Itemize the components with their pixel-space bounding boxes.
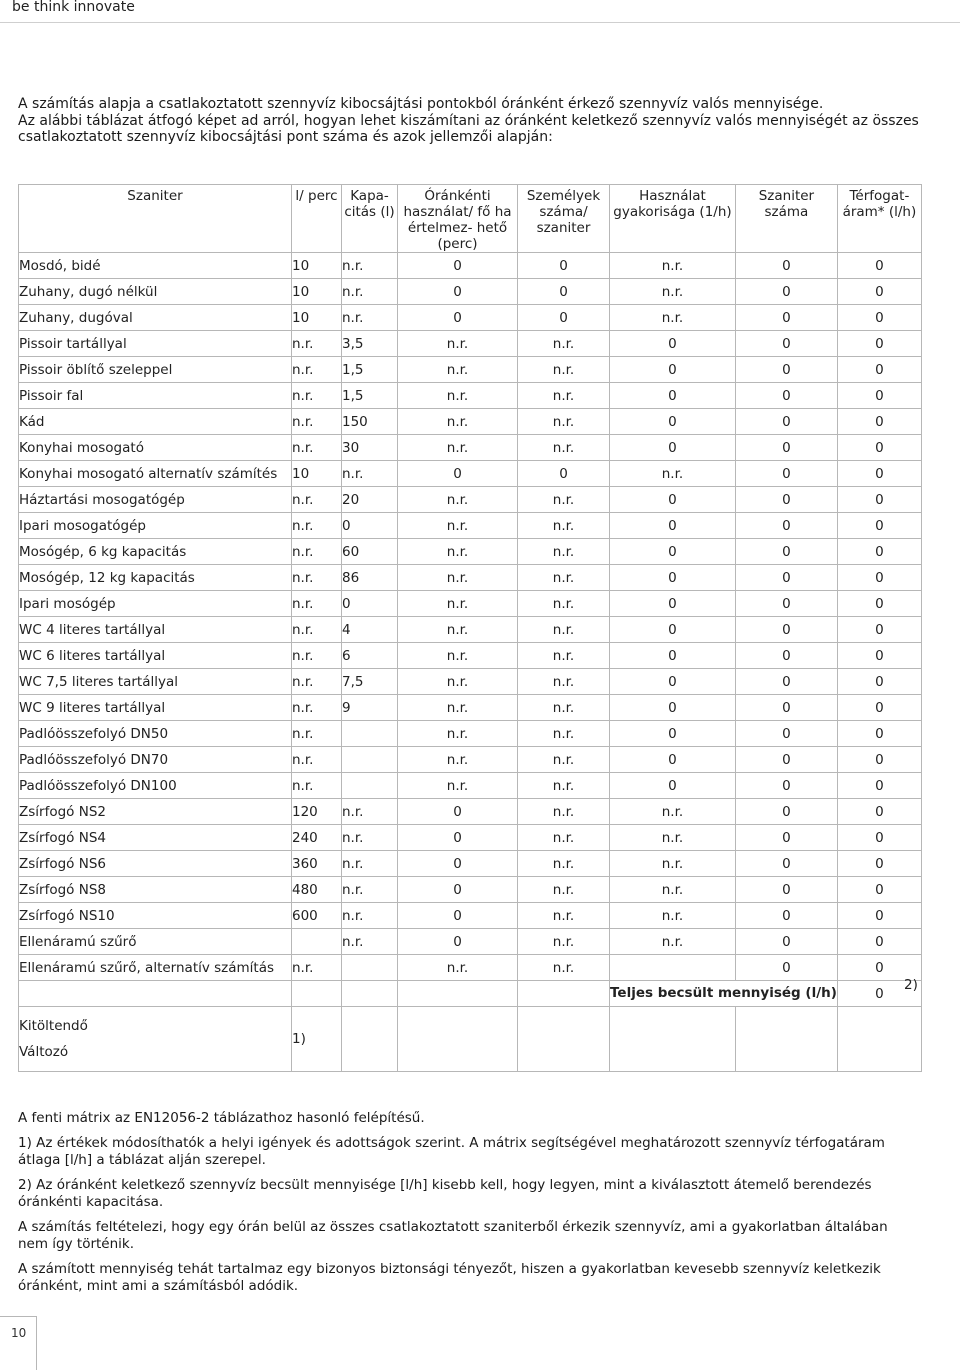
table-row [19,435,922,461]
cell-szemelyek: n.r. [518,955,610,981]
cell-szaniter: Mosdó, bidé [19,253,292,279]
cell-kapacitas: n.r. [342,877,398,903]
cell-gyakorisag: 0 [610,357,736,383]
table-row [19,383,922,409]
cell-szaniter-szama: 0 [735,383,837,409]
cell-kapacitas: 1,5 [342,357,398,383]
col-header-kapacitas: Kapa- citás (l) [342,185,398,253]
cell-gyakorisag: 0 [610,539,736,565]
cell-hasznalat: n.r. [398,435,518,461]
cell-gyakorisag: 0 [610,513,736,539]
cell-gyakorisag: n.r. [610,877,736,903]
cell-lperc: 240 [292,825,342,851]
cell-hasznalat: n.r. [398,721,518,747]
cell-szaniter-szama: 0 [735,825,837,851]
cell-gyakorisag: n.r. [610,929,736,955]
total-footnote-mark: 2) [904,977,918,993]
table-row [19,539,922,565]
table-row [19,331,922,357]
cell-szaniter-szama: 0 [735,877,837,903]
col-header-lperc: l/ perc [292,185,342,253]
cell-szaniter: Padlóösszefolyó DN100 [19,773,292,799]
cell-terfogataram: 0 [837,513,921,539]
cell-gyakorisag: 0 [610,721,736,747]
table-row [19,305,922,331]
cell-hasznalat: 0 [398,929,518,955]
cell-gyakorisag: 0 [610,695,736,721]
cell-hasznalat: n.r. [398,617,518,643]
cell-szaniter-szama: 0 [735,565,837,591]
cell-szaniter: WC 4 literes tartállyal [19,617,292,643]
cell-lperc: 360 [292,851,342,877]
brand-tagline: be think innovate [12,0,135,15]
cell-szaniter: Ipari mosógép [19,591,292,617]
cell-gyakorisag: 0 [610,409,736,435]
cell-lperc: n.r. [292,513,342,539]
cell-szaniter-szama: 0 [735,851,837,877]
cell-lperc: 10 [292,279,342,305]
cell-szaniter-szama: 0 [735,617,837,643]
cell-gyakorisag: 0 [610,435,736,461]
cell-hasznalat: n.r. [398,591,518,617]
cell-szaniter-szama: 0 [735,409,837,435]
page-number-box [0,1316,37,1370]
cell-szaniter-szama: 0 [735,253,837,279]
cell-kapacitas: n.r. [342,929,398,955]
cell-szaniter: Ellenáramú szűrő, alternatív számítás [19,955,292,981]
cell-lperc: 10 [292,461,342,487]
cell-terfogataram: 0 [837,669,921,695]
cell-szemelyek: n.r. [518,851,610,877]
cell-szaniter: WC 7,5 literes tartállyal [19,669,292,695]
notes-section [18,1110,918,1303]
cell-szemelyek: n.r. [518,539,610,565]
cell-lperc: 600 [292,903,342,929]
cell-lperc: n.r. [292,383,342,409]
cell-szemelyek: n.r. [518,825,610,851]
cell-lperc: n.r. [292,331,342,357]
cell-gyakorisag: 0 [610,383,736,409]
cell-hasznalat: 0 [398,851,518,877]
cell-gyakorisag: n.r. [610,851,736,877]
cell-szemelyek: n.r. [518,435,610,461]
cell-lperc: n.r. [292,669,342,695]
cell-lperc: 120 [292,799,342,825]
intro-line-1: A számítás alapja a csatlakoztatott szennyvíz kibocsájtási pontokból óránként érkező szennyvíz valós mennyisége. [18,96,824,112]
table-row [19,487,922,513]
cell-kapacitas [342,955,398,981]
cell-terfogataram: 0 [837,903,921,929]
cell-szemelyek: 0 [518,253,610,279]
cell-szemelyek: n.r. [518,695,610,721]
cell-kapacitas: 9 [342,695,398,721]
cell-terfogataram: 0 [837,461,921,487]
cell-lperc: n.r. [292,695,342,721]
cell-gyakorisag: n.r. [610,279,736,305]
cell-szaniter: Mosógép, 6 kg kapacitás [19,539,292,565]
table-row [19,903,922,929]
cell-gyakorisag: n.r. [610,305,736,331]
cell-szaniter-szama: 0 [735,747,837,773]
cell-szaniter: Zsírfogó NS4 [19,825,292,851]
cell-szemelyek: 0 [518,279,610,305]
cell-terfogataram: 0 [837,747,921,773]
cell-terfogataram: 0 [837,591,921,617]
cell-szaniter: Ipari mosogatógép [19,513,292,539]
cell-szemelyek: n.r. [518,929,610,955]
cell-szaniter-szama: 0 [735,721,837,747]
cell-lperc: 10 [292,305,342,331]
legend-row [19,1007,922,1072]
cell-szaniter: Padlóösszefolyó DN70 [19,747,292,773]
cell-lperc: 480 [292,877,342,903]
col-header-szaniter: Szaniter [19,185,292,253]
table-row [19,617,922,643]
cell-szemelyek: n.r. [518,409,610,435]
cell-lperc: n.r. [292,955,342,981]
cell-kapacitas: 150 [342,409,398,435]
cell-terfogataram: 0 [837,435,921,461]
table-row [19,643,922,669]
table-row [19,773,922,799]
cell-terfogataram: 0 [837,409,921,435]
total-row [19,981,922,1007]
brand-bar [0,0,960,23]
cell-kapacitas: n.r. [342,799,398,825]
cell-kapacitas: n.r. [342,279,398,305]
cell-hasznalat: n.r. [398,773,518,799]
cell-terfogataram: 0 [837,799,921,825]
cell-hasznalat: 0 [398,799,518,825]
cell-szemelyek: n.r. [518,565,610,591]
cell-lperc: n.r. [292,565,342,591]
cell-hasznalat: n.r. [398,643,518,669]
cell-lperc [292,929,342,955]
cell-lperc: n.r. [292,435,342,461]
table-row [19,747,922,773]
intro-text [18,96,938,146]
cell-szemelyek: 0 [518,305,610,331]
cell-szemelyek: n.r. [518,747,610,773]
cell-szaniter: Pissoir fal [19,383,292,409]
cell-gyakorisag: 0 [610,669,736,695]
cell-hasznalat: n.r. [398,565,518,591]
total-label: Teljes becsült mennyiség (l/h) [610,981,838,1007]
cell-terfogataram: 0 [837,487,921,513]
cell-szemelyek: n.r. [518,773,610,799]
cell-gyakorisag: 0 [610,747,736,773]
cell-lperc: n.r. [292,357,342,383]
cell-kapacitas: n.r. [342,851,398,877]
cell-terfogataram: 0 [837,695,921,721]
cell-gyakorisag: 0 [610,331,736,357]
cell-szaniter: Zuhany, dugóval [19,305,292,331]
cell-szaniter: Padlóösszefolyó DN50 [19,721,292,747]
cell-lperc: n.r. [292,773,342,799]
cell-hasznalat: n.r. [398,539,518,565]
cell-szaniter: Zuhany, dugó nélkül [19,279,292,305]
cell-gyakorisag: 0 [610,617,736,643]
cell-gyakorisag: n.r. [610,799,736,825]
cell-hasznalat: 0 [398,305,518,331]
header-row [19,185,922,253]
legend-variable-note: 1) [292,1031,306,1047]
cell-szaniter-szama: 0 [735,799,837,825]
table-row [19,513,922,539]
cell-szaniter: Konyhai mosogató [19,435,292,461]
cell-hasznalat: n.r. [398,669,518,695]
col-header-gyakorisag: Használat gyakorisága (1/h) [610,185,736,253]
cell-kapacitas: 0 [342,591,398,617]
cell-terfogataram: 0 [837,253,921,279]
cell-szaniter: WC 9 literes tartállyal [19,695,292,721]
legend-fill: Kitöltendő [19,1018,88,1034]
cell-gyakorisag: n.r. [610,461,736,487]
cell-terfogataram: 0 [837,877,921,903]
cell-szemelyek: n.r. [518,513,610,539]
cell-szaniter-szama: 0 [735,929,837,955]
cell-szaniter-szama: 0 [735,435,837,461]
cell-szaniter: Zsírfogó NS6 [19,851,292,877]
table-row [19,461,922,487]
cell-szaniter: Háztartási mosogatógép [19,487,292,513]
cell-kapacitas: 6 [342,643,398,669]
table-row [19,695,922,721]
table-row [19,565,922,591]
table-row [19,929,922,955]
cell-terfogataram: 0 [837,617,921,643]
cell-hasznalat: n.r. [398,383,518,409]
cell-kapacitas: 7,5 [342,669,398,695]
cell-szemelyek: n.r. [518,903,610,929]
cell-hasznalat: n.r. [398,955,518,981]
cell-hasznalat: 0 [398,877,518,903]
cell-kapacitas [342,747,398,773]
cell-szemelyek: n.r. [518,617,610,643]
cell-hasznalat: n.r. [398,357,518,383]
cell-terfogataram: 0 [837,383,921,409]
note-4: A számított mennyiség tehát tartalmaz egy bizonyos biztonsági tényezőt, hiszen a gyakorlatban kevesebb szennyvíz keletkezik óránként, mint ami a számításból adódik. [18,1261,881,1294]
cell-terfogataram: 0 [837,851,921,877]
cell-hasznalat: 0 [398,825,518,851]
cell-szaniter-szama: 0 [735,903,837,929]
table-row [19,877,922,903]
cell-kapacitas: n.r. [342,461,398,487]
table-row [19,591,922,617]
cell-szemelyek: n.r. [518,591,610,617]
cell-kapacitas: n.r. [342,903,398,929]
cell-szaniter: Ellenáramú szűrő [19,929,292,955]
cell-szaniter: Zsírfogó NS8 [19,877,292,903]
cell-szaniter-szama: 0 [735,643,837,669]
table-row [19,253,922,279]
cell-kapacitas: n.r. [342,305,398,331]
cell-hasznalat: 0 [398,461,518,487]
cell-szemelyek: 0 [518,461,610,487]
table-row [19,799,922,825]
cell-hasznalat: 0 [398,253,518,279]
cell-kapacitas: 86 [342,565,398,591]
cell-szemelyek: n.r. [518,721,610,747]
cell-gyakorisag: n.r. [610,903,736,929]
cell-kapacitas: 0 [342,513,398,539]
table-row [19,825,922,851]
page-number: 10 [11,1326,27,1340]
cell-hasznalat: n.r. [398,513,518,539]
cell-terfogataram: 0 [837,305,921,331]
legend-note-cell [292,1007,342,1072]
cell-szemelyek: n.r. [518,643,610,669]
cell-gyakorisag: 0 [610,591,736,617]
cell-terfogataram: 0 [837,565,921,591]
table-row [19,721,922,747]
legend-cell [19,1007,292,1072]
cell-terfogataram: 0 [837,279,921,305]
note-2: 2) Az óránként keletkező szennyvíz becsült mennyisége [l/h] kisebb kell, hogy legyen, mint a kiválasztott átemelő berendezés óránkénti kapacitása. [18,1177,872,1210]
cell-lperc: n.r. [292,539,342,565]
cell-szaniter-szama: 0 [735,357,837,383]
cell-szaniter-szama: 0 [735,591,837,617]
cell-terfogataram: 0 [837,929,921,955]
cell-kapacitas: n.r. [342,825,398,851]
table-row [19,357,922,383]
cell-gyakorisag: n.r. [610,825,736,851]
cell-szaniter-szama: 0 [735,461,837,487]
col-header-hasznalat: Óránkénti használat/ fő ha értelmez- hető (perc) [398,185,518,253]
cell-terfogataram: 0 [837,825,921,851]
total-value: 0 [837,981,921,1007]
cell-hasznalat: n.r. [398,747,518,773]
cell-szaniter-szama: 0 [735,539,837,565]
cell-szaniter: Kád [19,409,292,435]
cell-szaniter-szama: 0 [735,305,837,331]
cell-szaniter-szama: 0 [735,487,837,513]
cell-terfogataram: 0 [837,773,921,799]
cell-terfogataram: 0 [837,539,921,565]
cell-szaniter-szama: 0 [735,695,837,721]
cell-szaniter-szama: 0 [735,669,837,695]
table-row [19,409,922,435]
legend-variable: Változó [19,1044,69,1060]
note-3: A számítás feltételezi, hogy egy órán belül az összes csatlakoztatott szaniterből érkezik szennyvíz, ami a gyakorlatban általában nem így történik. [18,1219,888,1252]
cell-gyakorisag [610,955,736,981]
cell-szaniter: WC 6 literes tartállyal [19,643,292,669]
col-header-szemelyek: Személyek száma/ szaniter [518,185,610,253]
cell-kapacitas [342,721,398,747]
col-header-terfogataram: Térfogat- áram* (l/h) [837,185,921,253]
table-row [19,279,922,305]
cell-lperc: n.r. [292,591,342,617]
cell-szaniter: Zsírfogó NS2 [19,799,292,825]
cell-szaniter: Zsírfogó NS10 [19,903,292,929]
cell-gyakorisag: n.r. [610,253,736,279]
cell-terfogataram: 0 [837,955,921,981]
cell-kapacitas: 30 [342,435,398,461]
cell-szaniter: Mosógép, 12 kg kapacitás [19,565,292,591]
cell-szaniter-szama: 0 [735,331,837,357]
cell-hasznalat: 0 [398,903,518,929]
cell-szemelyek: n.r. [518,357,610,383]
cell-szemelyek: n.r. [518,487,610,513]
cell-szaniter: Pissoir tartállyal [19,331,292,357]
cell-szemelyek: n.r. [518,669,610,695]
cell-terfogataram: 0 [837,643,921,669]
cell-hasznalat: n.r. [398,331,518,357]
note-1: 1) Az értékek módosíthatók a helyi igények és adottságok szerint. A mátrix segítségével meghatározott szennyvíz térfogatáram átlaga [l/h] a táblázat alján szerepel. [18,1135,885,1168]
cell-lperc: n.r. [292,617,342,643]
note-0: A fenti mátrix az EN12056-2 táblázathoz hasonló felépítésű. [18,1110,425,1126]
cell-gyakorisag: 0 [610,773,736,799]
cell-kapacitas: n.r. [342,253,398,279]
cell-hasznalat: n.r. [398,409,518,435]
cell-szemelyek: n.r. [518,383,610,409]
cell-lperc: n.r. [292,643,342,669]
table-row [19,955,922,981]
cell-kapacitas: 1,5 [342,383,398,409]
cell-kapacitas: 4 [342,617,398,643]
cell-hasznalat: n.r. [398,695,518,721]
intro-line-2: Az alábbi táblázat átfogó képet ad arról, hogyan lehet kiszámítani az óránként keletkező szennyvíz valós mennyiségét az összes csatlakoztatott szennyvíz kibocsájtási pont száma és azok jellemzői alapján: [18,112,919,145]
cell-lperc: n.r. [292,747,342,773]
cell-szaniter: Pissoir öblítő szeleppel [19,357,292,383]
cell-terfogataram: 0 [837,357,921,383]
cell-terfogataram: 0 [837,721,921,747]
cell-lperc: n.r. [292,721,342,747]
cell-kapacitas: 60 [342,539,398,565]
cell-gyakorisag: 0 [610,487,736,513]
cell-szaniter-szama: 0 [735,279,837,305]
table-row [19,851,922,877]
cell-gyakorisag: 0 [610,643,736,669]
cell-szaniter-szama: 0 [735,955,837,981]
cell-szemelyek: n.r. [518,331,610,357]
cell-hasznalat: 0 [398,279,518,305]
cell-szaniter-szama: 0 [735,513,837,539]
cell-terfogataram: 0 [837,331,921,357]
cell-szaniter-szama: 0 [735,773,837,799]
cell-hasznalat: n.r. [398,487,518,513]
col-header-szaniter-szama: Szaniter száma [735,185,837,253]
cell-kapacitas: 3,5 [342,331,398,357]
cell-lperc: n.r. [292,409,342,435]
wastewater-matrix-table [18,184,922,1072]
cell-gyakorisag: 0 [610,565,736,591]
cell-szemelyek: n.r. [518,799,610,825]
cell-szaniter: Konyhai mosogató alternatív számítés [19,461,292,487]
cell-kapacitas: 20 [342,487,398,513]
table-row [19,669,922,695]
cell-kapacitas [342,773,398,799]
cell-lperc: 10 [292,253,342,279]
cell-szemelyek: n.r. [518,877,610,903]
cell-lperc: n.r. [292,487,342,513]
